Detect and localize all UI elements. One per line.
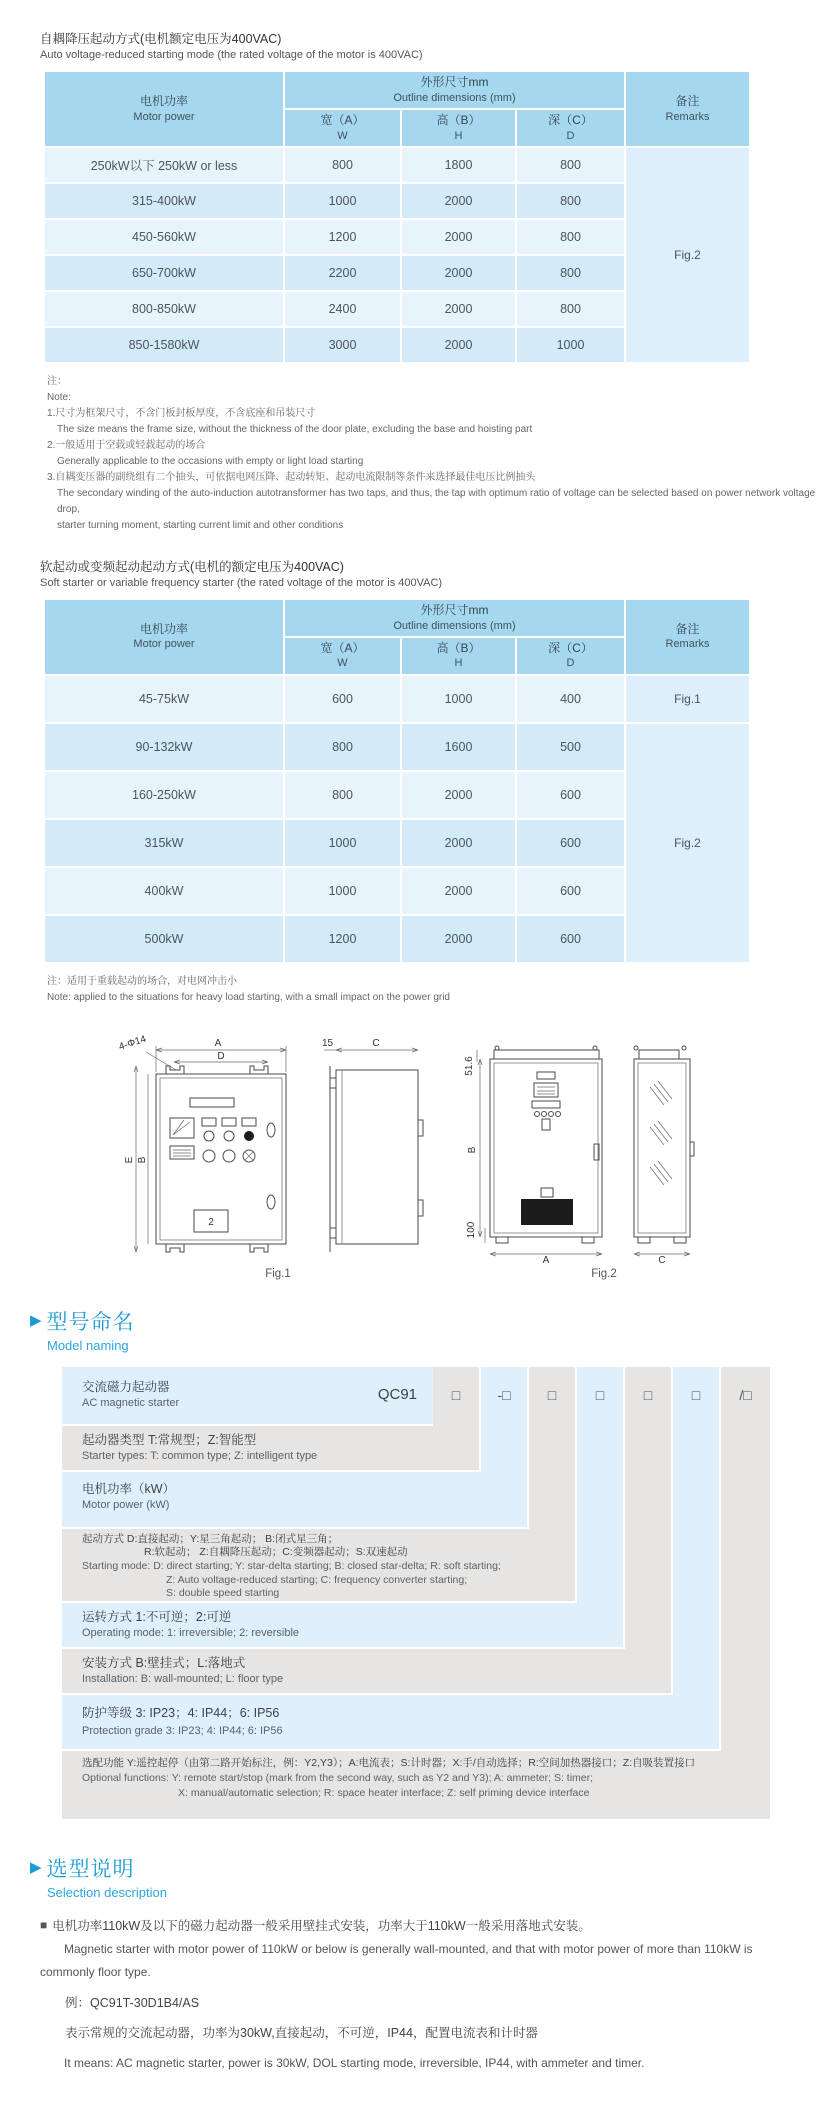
cell-height: 2000	[402, 292, 515, 326]
cell-power: 800-850kW	[45, 292, 283, 326]
cell-height: 2000	[402, 820, 515, 866]
model-row-mode-zh1: 起动方式 D:直接起动；Y:星三角起动； B:闭式星三角；	[82, 1532, 339, 1545]
fig1-caption: Fig.1	[265, 1267, 291, 1280]
note-line: 3.自耦变压器的副绕组有二个抽头，可依据电网压降、起动转矩、起动电流限制等条件来选择最佳电压比例抽头	[47, 471, 536, 483]
table-row	[45, 148, 749, 182]
model-row-type-zh: 起动器类型 T:常规型；Z:智能型	[82, 1432, 257, 1447]
cell-width: 1200	[285, 916, 400, 962]
code-strip-4	[577, 1367, 623, 1603]
selection-example-zh: 表示常规的交流起动器，功率为30kW,直接起动，不可逆，IP44，配置电流表和计时器	[65, 2026, 538, 2041]
svg-text:51.6: 51.6	[464, 1055, 475, 1076]
cell-depth: 500	[517, 724, 624, 770]
table2-header-remarks: 备注 Remarks	[626, 600, 749, 674]
model-row-starter-en: AC magnetic starter	[82, 1397, 180, 1410]
model-row-install-en: Installation: B: wall-mounted; L: floor type	[82, 1672, 284, 1685]
model-row-optional-zh: 选配功能 Y:遥控起停（由第二路开始标注，例：Y2,Y3）；A:电流表；S:计时器；X:手/自动选择；R:空间加热器接口；Z:自吸装置接口	[82, 1756, 696, 1769]
model-row-optional-en1: Optional functions: Y: remote start/stop (mark from the second way, such as Y2 and Y3); A: ammeter; S: timer;	[82, 1771, 594, 1784]
note-line: starter turning moment, starting current limit and other conditions	[57, 519, 344, 531]
note-line: Generally applicable to the occasions with empty or light load starting	[57, 455, 364, 467]
selection-para-en: Magnetic starter with motor power of 110kW or below is generally wall-mounted, and that with motor power of more than 110kW is commonly floor type.	[40, 1942, 753, 1980]
model-row-protect-en: Protection grade 3: IP23; 4: IP44; 6: IP56	[82, 1724, 283, 1737]
figure-1	[118, 1032, 438, 1280]
model-naming-title-zh: 型号命名	[46, 1310, 135, 1334]
code-box-6: □	[691, 1386, 701, 1403]
cell-depth: 600	[517, 820, 624, 866]
model-row-mode-zh2: R:软起动； Z:自耦降压起动；C:变频器起动；S:双速起动	[144, 1546, 408, 1559]
table1-header-height: 高（B） H	[402, 110, 515, 146]
table2-title-en: Soft starter or variable frequency starter (the rated voltage of the motor is 400VAC)	[40, 576, 443, 589]
table1-dimensions	[43, 70, 751, 364]
fig2-caption: Fig.2	[591, 1267, 617, 1280]
table1-header-motor-power: 电机功率 Motor power	[45, 72, 283, 146]
cell-power: 850-1580kW	[45, 328, 283, 362]
cell-power: 400kW	[45, 868, 283, 914]
cell-height: 1000	[402, 676, 515, 722]
table2-notes	[47, 974, 830, 1006]
table2-header-width: 宽（A） W	[285, 638, 400, 674]
code-box-7: /□	[739, 1386, 752, 1403]
cell-width: 1000	[285, 868, 400, 914]
cell-height: 2000	[402, 184, 515, 218]
table-row	[45, 676, 749, 722]
note-line: The secondary winding of the auto-induction autotransformer has two taps, and thus, the tap with optimum ratio of voltage can be selected based on power network voltage drop,	[57, 487, 816, 515]
note-line: Note: applied to the situations for heavy load starting, with a small impact on the power grid	[47, 991, 450, 1003]
model-row-protect	[62, 1695, 719, 1749]
code-strip-2	[481, 1367, 527, 1472]
cell-power: 650-700kW	[45, 256, 283, 290]
cell-height: 2000	[402, 772, 515, 818]
model-row-install	[62, 1649, 671, 1693]
cell-depth: 400	[517, 676, 624, 722]
table1-title	[40, 30, 830, 64]
svg-text:15: 15	[322, 1037, 334, 1049]
cell-width: 2200	[285, 256, 400, 290]
model-naming-title-en: Model naming	[47, 1337, 129, 1353]
model-row-operate-en: Operating mode: 1: irreversible; 2: reversible	[82, 1626, 300, 1639]
table2-title-zh: 软起动或变频起动起动方式(电机的额定电压为400VAC)	[40, 559, 344, 574]
cell-depth: 1000	[517, 328, 624, 362]
model-code-prefix: QC91	[377, 1386, 417, 1404]
code-box-4: □	[595, 1386, 605, 1403]
table2-dimensions	[43, 598, 751, 964]
code-strip-6	[673, 1367, 719, 1695]
svg-text:A: A	[542, 1254, 550, 1264]
svg-text:100: 100	[466, 1221, 477, 1239]
cell-depth: 600	[517, 772, 624, 818]
code-strip-3	[529, 1367, 575, 1529]
table1-title-zh: 自耦降压起动方式(电机额定电压为400VAC)	[40, 32, 282, 46]
model-row-mode-en3: S: double speed starting	[166, 1587, 280, 1600]
selection-example-code: 例：QC91T-30D1B4/AS	[65, 1995, 200, 2010]
cell-width: 2400	[285, 292, 400, 326]
selection-heading	[30, 1853, 830, 1900]
square-bullet-icon: ■	[40, 1917, 48, 1932]
model-row-mode	[62, 1529, 575, 1601]
model-row-optional-en2: X: manual/automatic selection; R: space heater interface; Z: self priming device interface	[178, 1787, 590, 1800]
cell-remark-fig2: Fig.2	[626, 724, 749, 962]
code-box-2: -□	[497, 1386, 511, 1403]
fig2-drawing	[464, 1032, 744, 1264]
model-row-protect-zh: 防护等级 3: IP23；4: IP44；6: IP56	[82, 1705, 280, 1720]
model-row-power	[62, 1472, 527, 1527]
table2-header-height: 高（B） H	[402, 638, 515, 674]
table2-header-outline: 外形尺寸mm Outline dimensions (mm)	[285, 600, 624, 636]
cell-height: 2000	[402, 328, 515, 362]
cell-depth: 800	[517, 148, 624, 182]
cell-power: 315-400kW	[45, 184, 283, 218]
cell-width: 800	[285, 724, 400, 770]
cell-width: 800	[285, 772, 400, 818]
figure-2	[464, 1032, 744, 1280]
triangle-bullet-icon: ▶	[30, 1312, 42, 1330]
svg-text:D: D	[217, 1050, 225, 1062]
table-row	[45, 724, 749, 770]
cell-height: 2000	[402, 220, 515, 254]
table2-header-depth: 深（C） D	[517, 638, 624, 674]
note-line: Note:	[47, 391, 71, 403]
cell-height: 2000	[402, 868, 515, 914]
svg-text:B: B	[137, 1156, 148, 1164]
cell-depth: 600	[517, 868, 624, 914]
model-row-power-zh: 电机功率（kW）	[82, 1481, 176, 1496]
code-strip-1	[433, 1367, 479, 1426]
code-strip-5	[625, 1367, 671, 1649]
code-box-1: □	[451, 1386, 461, 1403]
svg-text:B: B	[467, 1146, 478, 1154]
model-row-power-en: Motor power (kW)	[82, 1498, 170, 1511]
cell-depth: 800	[517, 292, 624, 326]
table1-title-en: Auto voltage-reduced starting mode (the rated voltage of the motor is 400VAC)	[40, 49, 423, 62]
model-row-starter-zh: 交流磁力起动器	[82, 1380, 170, 1395]
model-row-type	[62, 1426, 479, 1470]
cell-height: 2000	[402, 256, 515, 290]
model-row-starter	[62, 1367, 433, 1424]
cell-remark-fig1: Fig.1	[626, 676, 749, 722]
table1-header-depth: 深（C） D	[517, 110, 624, 146]
selection-body	[40, 1914, 790, 2075]
cell-height: 2000	[402, 916, 515, 962]
model-row-install-zh: 安装方式 B:壁挂式；L:落地式	[82, 1655, 246, 1670]
cell-power: 450-560kW	[45, 220, 283, 254]
cell-width: 1200	[285, 220, 400, 254]
note-line: 1.尺寸为框架尺寸，不含门板封板厚度，不含底座和吊装尺寸	[47, 407, 316, 419]
svg-text:A: A	[214, 1037, 222, 1049]
cell-power: 45-75kW	[45, 676, 283, 722]
model-naming-heading	[30, 1306, 830, 1353]
cell-depth: 800	[517, 256, 624, 290]
code-box-5: □	[643, 1386, 653, 1403]
code-strip-7	[721, 1367, 770, 1751]
triangle-bullet-icon: ▶	[30, 1859, 42, 1877]
cell-depth: 800	[517, 184, 624, 218]
cell-width: 1000	[285, 184, 400, 218]
cell-power: 90-132kW	[45, 724, 283, 770]
selection-title-en: Selection description	[47, 1884, 167, 1900]
svg-text:2: 2	[208, 1216, 214, 1228]
code-box-3: □	[547, 1386, 557, 1403]
table1-header-outline: 外形尺寸mm Outline dimensions (mm)	[285, 72, 624, 108]
cell-height: 1800	[402, 148, 515, 182]
svg-text:4-Φ14: 4-Φ14	[118, 1033, 148, 1053]
cell-power: 500kW	[45, 916, 283, 962]
cell-width: 3000	[285, 328, 400, 362]
cell-remark-fig2: Fig.2	[626, 148, 749, 362]
cell-depth: 600	[517, 916, 624, 962]
model-row-mode-en2: Z: Auto voltage-reduced starting; C: frequency converter starting;	[166, 1573, 468, 1586]
model-row-mode-en1: Starting mode: D: direct starting; Y: star-delta starting; B: closed star-delta; R: soft starting;	[82, 1559, 501, 1572]
cell-power: 250kW以下 250kW or less	[45, 148, 283, 182]
cell-power: 315kW	[45, 820, 283, 866]
cell-height: 1600	[402, 724, 515, 770]
note-line: The size means the frame size, without the thickness of the door plate, excluding the base and hoisting part	[57, 423, 533, 435]
table1-header-remarks: 备注 Remarks	[626, 72, 749, 146]
table2-title	[40, 558, 830, 592]
svg-text:E: E	[124, 1156, 135, 1164]
outline-figures	[118, 1032, 830, 1280]
svg-text:C: C	[658, 1254, 666, 1264]
model-row-optional	[62, 1751, 770, 1819]
note-line: 注：适用于重载起动的场合，对电网冲击小	[47, 975, 237, 987]
svg-text:C: C	[372, 1037, 380, 1049]
cell-width: 1000	[285, 820, 400, 866]
model-row-operate-zh: 运转方式 1:不可逆；2:可逆	[82, 1609, 232, 1624]
note-line: 2.一般适用于空载或轻载起动的场合	[47, 439, 206, 451]
selection-para-zh: 电机功率110kW及以下的磁力起动器一般采用壁挂式安装，功率大于110kW一般采用落地式安装。	[52, 1918, 591, 1933]
cell-power: 160-250kW	[45, 772, 283, 818]
model-row-operate	[62, 1603, 623, 1647]
cell-width: 800	[285, 148, 400, 182]
selection-example-en: It means: AC magnetic starter, power is 30kW, DOL starting mode, irreversible, IP44, with ammeter and timer.	[64, 2055, 645, 2070]
model-naming-diagram	[62, 1367, 770, 1819]
cell-depth: 800	[517, 220, 624, 254]
selection-title-zh: 选型说明	[46, 1857, 135, 1881]
fig1-drawing	[118, 1032, 438, 1264]
cell-width: 600	[285, 676, 400, 722]
model-row-type-en: Starter types: T: common type; Z: intelligent type	[82, 1449, 318, 1462]
table1-header-width: 宽（A） W	[285, 110, 400, 146]
note-line: 注：	[47, 375, 67, 387]
table1-notes	[47, 374, 830, 534]
table2-header-motor-power: 电机功率 Motor power	[45, 600, 283, 674]
